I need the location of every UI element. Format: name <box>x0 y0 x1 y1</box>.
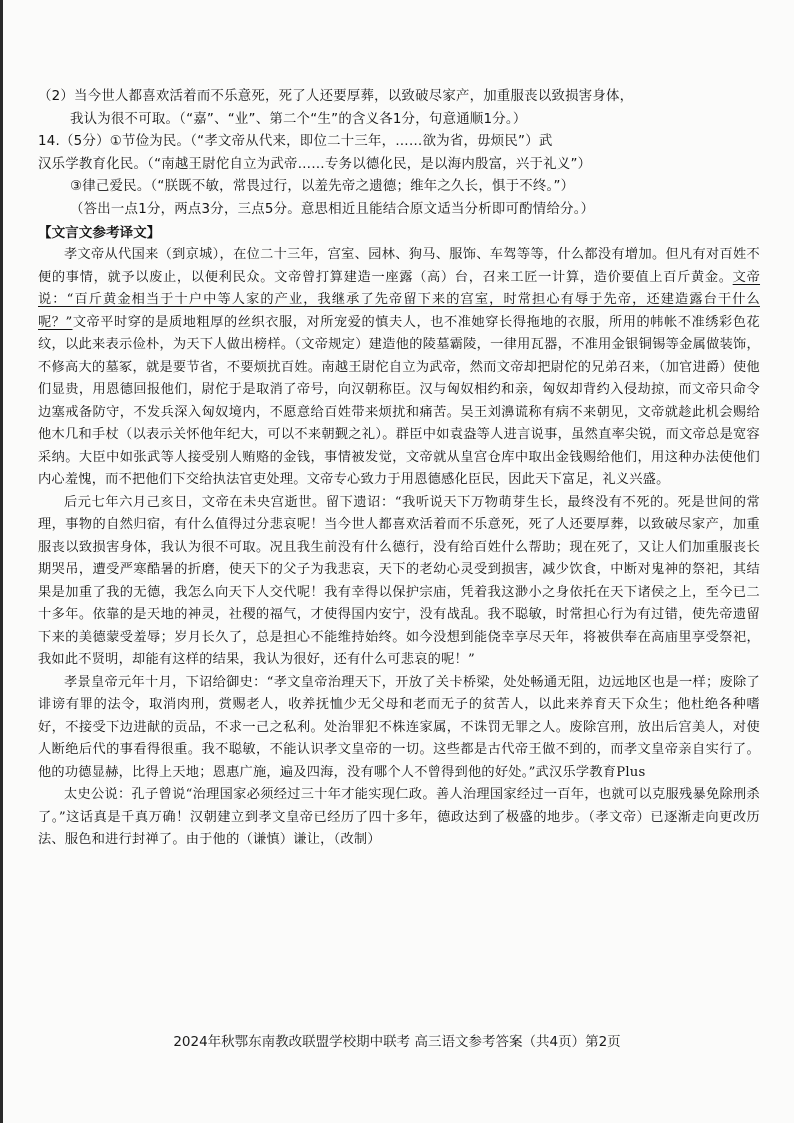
answer-14-line-1: 14.（5分）①节俭为民。（“孝文帝从代来，即位二十三年，……欲为省，毋烦民”）武 <box>38 134 553 149</box>
translation-p1-underlined-quote: 文帝说：“百斤黄金相当于十户中等人家的产业，我继承了先帝留下来的宫室，时常担心有辱于先帝，还建造露台干什么呢？” <box>38 269 761 330</box>
page-footer: 2024年秋鄂东南教改联盟学校期中联考 高三语文参考答案（共4页）第2页 <box>173 1034 621 1050</box>
page-left-border <box>0 0 3 1123</box>
page-content <box>38 86 760 852</box>
translation-p1-end: 文帝平时穿的是质地粗厚的丝织衣服，对所宠爱的慎夫人，也不准她穿长得拖地的衣服，所用的帏帐不准绣彩色花纹，以此来表示俭朴，为天下人做出榜样。（文帝规定）建造他的陵墓霸陵，一律用瓦器，不准用金银铜锡等金属做装饰，不修高大的墓冢，就是要节省，不要烦扰百姓。南越王尉佗自立为武帝，然而文帝却把尉佗的兄弟召来，（加官进爵）使他们显贵，用恩德回报他们，尉佗于是取消了帝号，向汉朝称臣。汉与匈奴相约和亲，匈奴却背约入侵劫掠，而文帝只命令边塞戒备防守，不发兵深入匈奴境内，不愿意给百姓带来烦扰和痛苦。吴王刘濞谎称有病不来朝见，文帝就趁此机会赐给他木几和手杖（以表示关怀他年纪大，可以不来朝觐之礼）。群臣中如袁盎等人进言说事，虽然直率尖锐，而文帝总是宽容采纳。大臣中如张武等人接受别人贿赂的金钱，事情被发觉，文帝就从皇宫仓库中取出金钱赐给他们，用这种办法使他们内心羞愧，而不把他们下交给执法官吏处理。文帝专心致力于用恩德感化臣民，因此天下富足，礼义兴盛。 <box>38 314 760 487</box>
translation-heading: 【文言文参考译文】 <box>38 225 161 241</box>
translation-p1-start: 孝文帝从代国来（到京城），在位二十三年，宫室、园林、狗马、服饰、车驾等等，什么都没有增加。但凡有对百姓不便的事情，就予以废止，以便利民众。文帝曾打算建造一座露（高）台，召来工匠一计算，造价要值上百斤黄金。 <box>38 247 760 285</box>
answer-13-2-line-1: （2）当今世人都喜欢活着而不乐意死，死了人还要厚葬，以致破尽家产，加重服丧以致损害身体， <box>38 89 634 104</box>
translation-paragraph-1 <box>38 244 760 492</box>
translation-paragraph-2: 后元七年六月己亥日，文帝在未央宫逝世。留下遗诏：“我听说天下万物萌芽生长，最终没有不死的。死是世间的常理，事物的自然归宿，有什么值得过分悲哀呢！当今世人都喜欢活着而不乐意死，死了人还要厚葬，以致破尽家产，加重服丧以致损害身体，我认为很不可取。况且我生前没有什么德行，没有给百姓什么帮助；现在死了，又让人们加重服丧长期哭吊，遭受严寒酷暑的折磨，使天下的父子为我悲哀，天下的老幼心灵受到损害，减少饮食，中断对鬼神的祭祀，其结果是加重了我的无德，我怎么向天下人交代呢！我有幸得以保护宗庙，凭着我这渺小之身依托在天下诸侯之上，至今已二十多年。依靠的是天地的神灵，社稷的福气，才使得国内安宁，没有战乱。我不聪敏，时常担心行为有过错，使先帝遗留下来的美德蒙受羞辱；岁月长久了，总是担心不能维持始终。如今没想到能侥幸享尽天年，将被供奉在高庙里享受祭祀，我如此不贤明，却能有这样的结果，我认为很好，还有什么可悲哀的呢！” <box>38 494 760 667</box>
translation-paragraph-4: 太史公说：孔子曾说“治理国家必须经过三十年才能实现仁政。善人治理国家经过一百年，也就可以克服残暴免除刑杀了。”这话真是千真万确！汉朝建立到孝文皇帝已经历了四十多年，德政达到了极盛的地步。（孝文帝）已逐渐走向更改历法、服色和进行封禅了。由于他的（谦慎）谦让，（改制） <box>38 787 760 847</box>
answer-14-line-2: 汉乐学教育化民。（“南越王尉佗自立为武帝……专务以德化民，是以海内殷富，兴于礼义”） <box>38 156 592 172</box>
translation-paragraph-3: 孝景皇帝元年十月，下诏给御史：“孝文皇帝治理天下，开放了关卡桥梁，处处畅通无阻，边远地区也是一样；废除了诽谤有罪的法令，取消肉刑，赏赐老人，收养抚恤少无父母和老而无子的贫苦人，以此来养育天下众生；他杜绝各种嗜好，不接受下边进献的贡品，不求一己之私利。处治罪犯不株连家属，不诛罚无罪之人。废除宫刑，放出后宫美人，对使人断绝后代的事看得很重。我不聪敏，不能认识孝文皇帝的一切。这些都是古代帝王做不到的，而孝文皇帝亲自实行了。他的功德显赫，比得上天地；恩惠广施，遍及四海，没有哪个人不曾得到他的好处。”武汉乐学教育Plus <box>38 674 760 780</box>
answer-14-scoring-note: （答出一点1分，两点3分，三点5分。意思相近且能结合原文适当分析即可酌情给分。） <box>70 201 595 217</box>
answer-13-2-line-2: 我认为很不可取。（“嘉”、“业”、第二个“生”的含义各1分，句意通顺1分。） <box>70 111 527 127</box>
answer-14-line-3: ③律己爱民。（“朕既不敏，常畏过行，以羞先帝之遗德；维年之久长，惧于不终。”） <box>70 179 575 194</box>
